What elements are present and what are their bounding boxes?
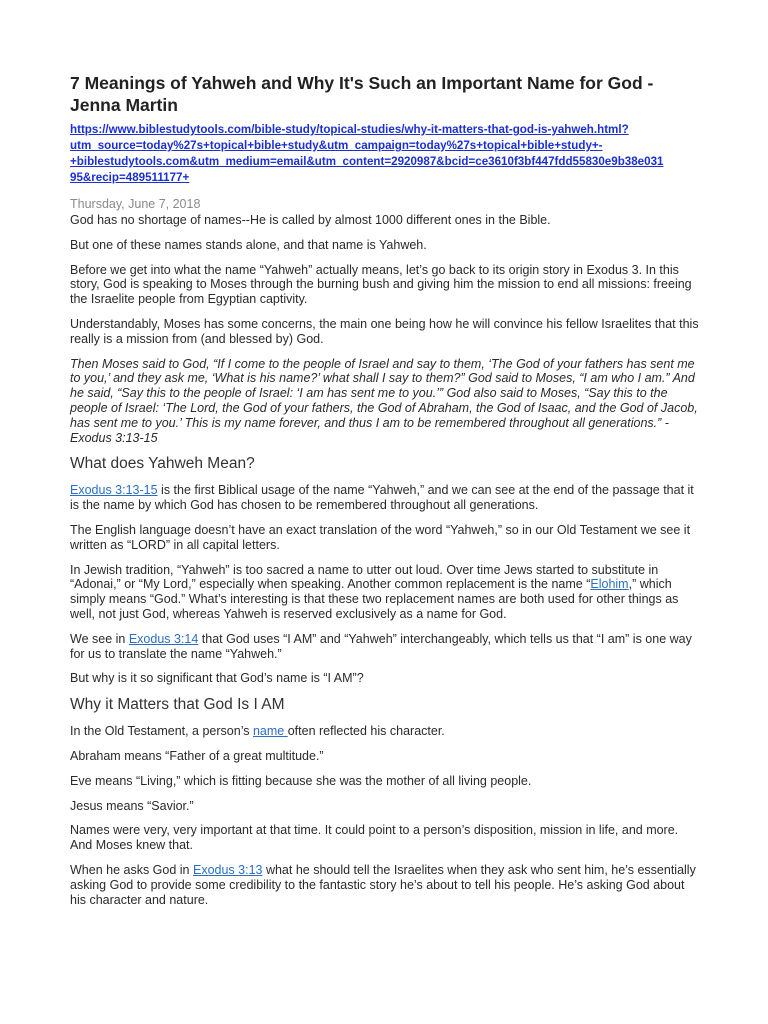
paragraph-i-am bbox=[70, 632, 700, 662]
exodus-3-14-link[interactable]: Exodus 3:14 bbox=[128, 631, 199, 646]
paragraph-jewish-tradition bbox=[70, 563, 700, 622]
paragraph-moses-asks bbox=[70, 863, 700, 907]
paragraph-english-translation: The English language doesn’t have an exact translation of the word “Yahweh,” so in our Old Testament we see it written as “LORD” in all capital letters. bbox=[70, 522, 691, 552]
paragraph-origin-story: Before we get into what the name “Yahweh” actually means, let’s go back to its origin story in Exodus 3. In this story, God is speaking to Moses through the burning bush and giving him the mission to end all missions: freeing the Israelite people from Egyptian captivity. bbox=[70, 262, 692, 307]
paragraph-jesus: Jesus means “Savior.” bbox=[70, 798, 194, 813]
paragraph-text: what he should tell the Israelites when they ask who sent him, he’s essentially asking God to provide some credibility to the fantastic story he’s about to tell his people. He’s asking God about his character and nature. bbox=[70, 862, 696, 907]
paragraph-text: ,” which simply means “God.” What’s interesting is that these two replacement names are both used for other things as well, not just God, whereas Yahweh is reserved exclusively as a name for God. bbox=[70, 577, 679, 621]
article-title: 7 Meanings of Yahweh and Why It's Such an Important Name for God - Jenna Martin bbox=[70, 73, 654, 115]
paragraph-text: that God uses “I AM” and “Yahweh” interchangeably, which tells us that “I am” is one way for us to translate the name “Yahweh.” bbox=[70, 631, 692, 661]
scripture-quote bbox=[70, 357, 700, 446]
paragraph-first-usage bbox=[70, 483, 700, 513]
paragraph-text: In the Old Testament, a person’s bbox=[70, 724, 253, 739]
source-url-link[interactable]: https://www.biblestudytools.com/bible-study/topical-studies/why-it-matters-that-god-is-yahweh.html? utm_source=today%27s+topical+bible+study&utm_campaign=today%27s+topical+bible+study+- +biblestudytools.com&utm_medium=email&utm_content=2920987&bcid=ce3610f3bf447fdd55830e9b38e031 95&recip=489511177+ bbox=[70, 123, 664, 184]
paragraph-names-important: Names were very, very important at that time. It could point to a person’s disposition, mission in life, and more. And Moses knew that. bbox=[70, 823, 679, 853]
quote-text: Then Moses said to God, “If I come to the people of Israel and say to them, ‘The God of your fathers has sent me to you,’ and they ask me, ‘What is his name?’ what shall I say to them?” God said to Moses, “I am who I am.” And he said, “Say this to the people of Israel: ‘I am has sent me to you.’” God also said to Moses, “Say this to the people of Israel: ‘The Lord, the God of your fathers, the God of Abraham, the God of Isaac, and the God of Jacob, has sent me to you.’ This is my name forever, and thus I am to be remembered throughout all generations.” bbox=[70, 356, 698, 430]
paragraph-text: In Jewish tradition, “Yahweh” is too sacred a name to utter out loud. Over time Jews started to substitute in “Adonai,” or “My Lord,” especially when speaking. Another common replacement is the name “ bbox=[70, 562, 659, 592]
paragraph-yahweh-stands-alone: But one of these names stands alone, and that name is Yahweh. bbox=[70, 237, 427, 252]
paragraph-text: When he asks God in bbox=[70, 862, 193, 877]
paragraph-intro: God has no shortage of names--He is called by almost 1000 different ones in the Bible. bbox=[70, 213, 551, 227]
paragraph-moses-concerns: Understandably, Moses has some concerns, the main one being how he will convince his fellow Israelites that this really is a mission from (and blessed by) God. bbox=[70, 316, 699, 346]
exodus-3-13-15-link[interactable]: Exodus 3:13-15 bbox=[70, 483, 158, 498]
paragraph-names-character bbox=[70, 724, 700, 739]
exodus-3-13-link[interactable]: Exodus 3:13 bbox=[192, 862, 263, 877]
paragraph-text: is the first Biblical usage of the name “Yahweh,” and we can see at the end of the passage that it is the name by which God has chosen to be remembered throughout all generations. bbox=[70, 483, 694, 513]
paragraph-why-significant: But why is it so significant that God’s name is “I AM”? bbox=[70, 671, 364, 686]
paragraph-abraham: Abraham means “Father of a great multitude.” bbox=[70, 748, 324, 763]
paragraph-text: We see in bbox=[70, 631, 129, 646]
quote-reference: - Exodus 3:13-15 bbox=[70, 415, 669, 445]
heading-why-it-matters: Why it Matters that God Is I AM bbox=[70, 696, 285, 714]
paragraph-text: often reflected his character. bbox=[287, 724, 445, 739]
heading-what-does-yahweh-mean: What does Yahweh Mean? bbox=[70, 455, 255, 473]
name-link[interactable]: name bbox=[252, 724, 288, 739]
elohim-link[interactable]: Elohim bbox=[590, 577, 629, 592]
article-date: Thursday, June 7, 2018 bbox=[70, 197, 201, 211]
document-page bbox=[70, 72, 700, 917]
paragraph-eve: Eve means “Living,” which is fitting because she was the mother of all living people. bbox=[70, 773, 532, 788]
